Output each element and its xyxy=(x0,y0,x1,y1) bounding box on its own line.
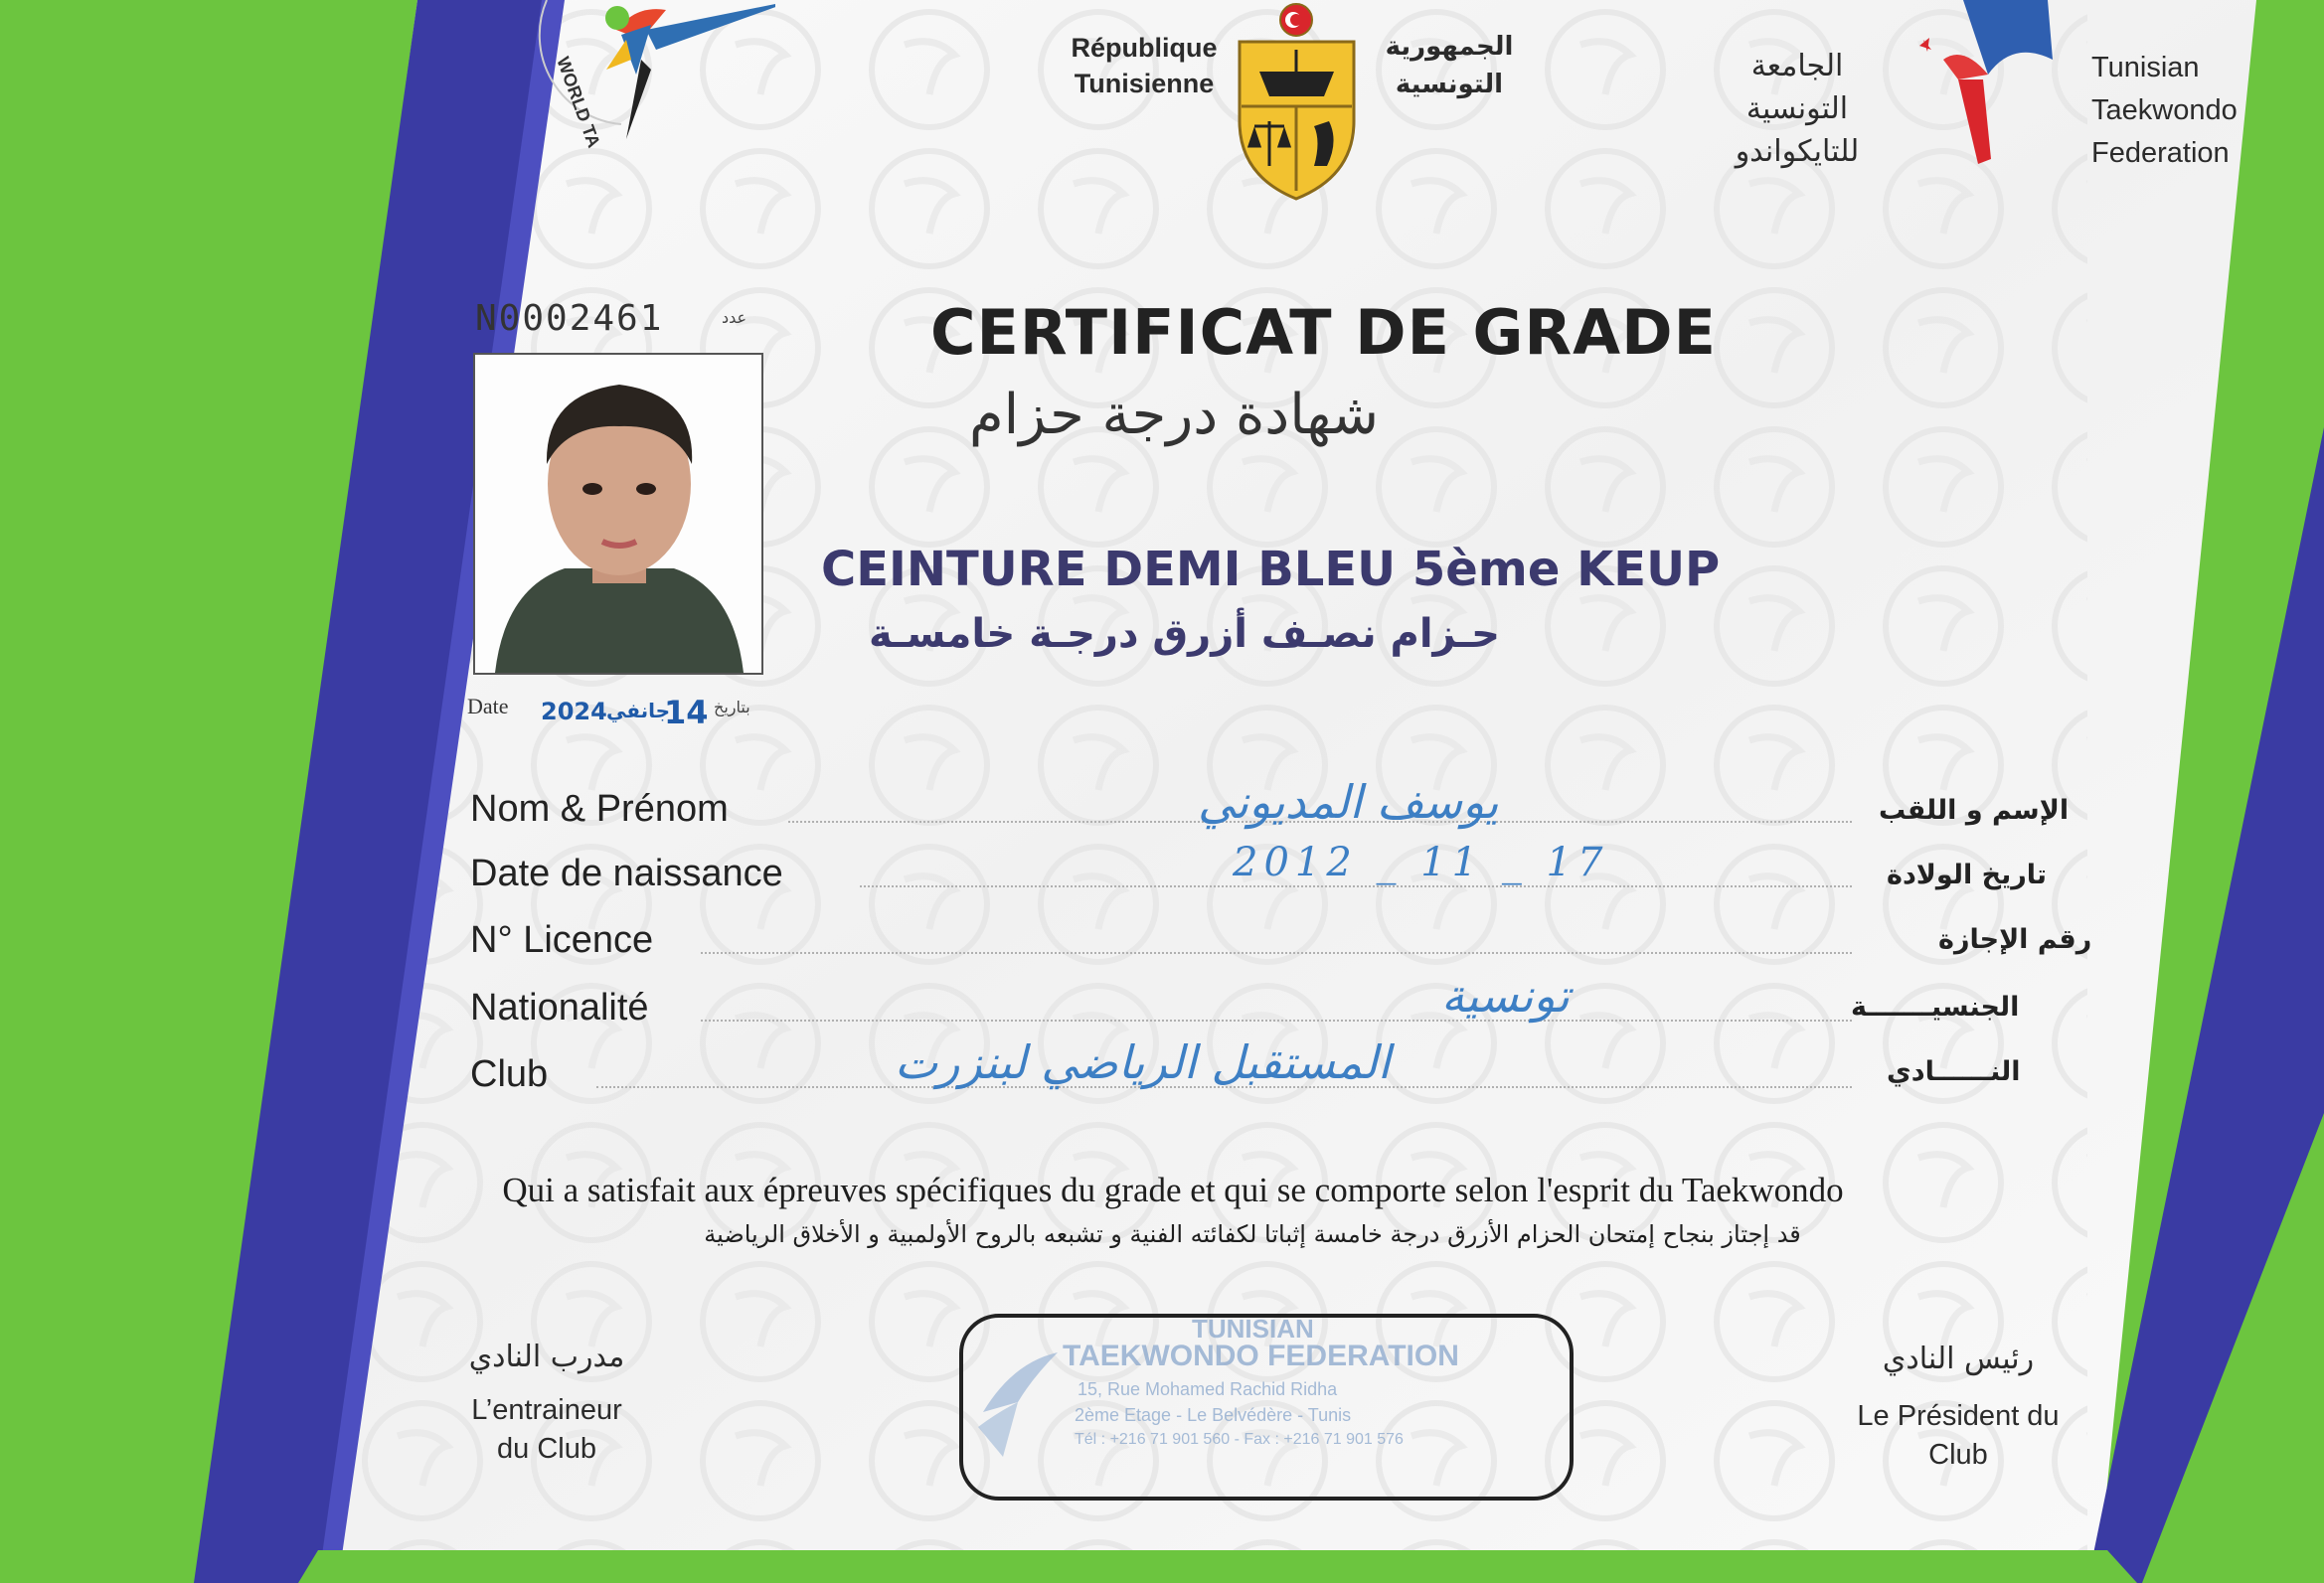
trainer-title-ar: مدرب النادي xyxy=(468,1340,625,1374)
stamp-logo-icon xyxy=(973,1343,1063,1462)
stamp-line5: Tél : +216 71 901 560 - Fax : +216 71 901 576 xyxy=(1075,1431,1404,1448)
field-label-fr: N° Licence xyxy=(470,919,654,961)
federation-stamp-box xyxy=(959,1314,1574,1501)
field-value: يوسف المديوني xyxy=(1198,775,1499,829)
field-label-fr: Club xyxy=(470,1053,549,1095)
belt-grade-ar: حـزام نصـف أزرق درجـة خامسـة xyxy=(869,611,1500,657)
republic-ar-line2: التونسية xyxy=(1395,70,1504,99)
republic-ar-line1: الجمهورية xyxy=(1385,32,1514,62)
date-label-fr: Date xyxy=(467,694,509,718)
federation-ar-line2: التونسية xyxy=(1745,91,1849,126)
field-label-ar: الجنسيـــــــة xyxy=(1851,992,2020,1023)
serial-label-ar: عدد xyxy=(722,308,747,327)
statement-fr: Qui a satisfait aux épreuves spécifiques du grade et qui se comporte selon l'esprit du Taekwondo xyxy=(502,1171,1844,1209)
serial-number: N0002461 xyxy=(475,298,664,339)
field-label-ar: رقم الإجازة xyxy=(1938,924,2092,955)
federation-en-line1: Tunisian xyxy=(2091,52,2200,83)
trainer-fr-line2: du Club xyxy=(497,1433,596,1465)
republic-name-fr xyxy=(1050,30,1239,101)
tunisia-coat-of-arms-icon xyxy=(1230,2,1364,201)
statement-ar: قد إجتاز بنجاح إمتحان الحزام الأزرق درجة خامسة إثباتا لكفائته الفنية و تشبعه بالروح الأولمبية و الأخلاق الرياضية xyxy=(704,1220,1801,1248)
field-label-ar: النــــــادي xyxy=(1887,1056,2021,1087)
republic-fr-line1: République xyxy=(1071,33,1218,63)
federation-en-line3: Federation xyxy=(2091,137,2230,169)
date-year: 2024 xyxy=(541,698,607,725)
federation-name-en xyxy=(2091,47,2238,175)
field-label-fr: Nom & Prénom xyxy=(470,788,729,830)
field-value: 2012 _ 11 _ 17 xyxy=(1233,840,1609,885)
president-fr-line1: Le Président du xyxy=(1857,1400,2060,1432)
date-month: جانفي xyxy=(606,699,671,722)
president-fr-line2: Club xyxy=(1928,1439,1988,1471)
field-label-fr: Date de naissance xyxy=(470,853,783,894)
president-title-fr xyxy=(1819,1397,2097,1475)
field-dotted-line xyxy=(701,952,1852,954)
stamp-line2: TAEKWONDO FEDERATION xyxy=(1063,1340,1459,1372)
stamp-line4: 2ème Etage - Le Belvédère - Tunis xyxy=(1075,1405,1352,1425)
field-value: المستقبل الرياضي لبنزرت xyxy=(895,1035,1391,1089)
field-dotted-line xyxy=(701,1020,1852,1022)
wt-badge-text: WORLD TA xyxy=(553,54,604,149)
federation-en-line2: Taekwondo xyxy=(2091,94,2238,126)
republic-fr-line2: Tunisienne xyxy=(1074,69,1215,98)
world-taekwondo-logo xyxy=(527,0,775,149)
republic-name-ar xyxy=(1370,28,1529,103)
trainer-fr-line1: L’entraineur xyxy=(471,1394,622,1426)
certificate-title-ar: شهادة درجة حزام xyxy=(969,383,1380,447)
field-label-fr: Nationalité xyxy=(470,987,649,1029)
student-photo xyxy=(473,353,763,675)
date-label-ar: بتاريخ xyxy=(714,698,750,716)
field-label-ar: تاريخ الولادة xyxy=(1887,860,2048,890)
trainer-title-fr xyxy=(408,1391,686,1469)
stamp-line3: 15, Rue Mohamed Rachid Ridha xyxy=(1078,1379,1338,1399)
certificate-title-fr: CERTIFICAT DE GRADE xyxy=(930,296,1717,369)
field-label-ar: الإسم و اللقب xyxy=(1879,795,2070,826)
federation-ar-line3: للتايكواندو xyxy=(1735,134,1860,169)
belt-grade-fr: CEINTURE DEMI BLEU 5ème KEUP xyxy=(821,542,1721,597)
field-value: تونسية xyxy=(1441,969,1570,1023)
tunisian-taekwondo-federation-logo xyxy=(1904,0,2063,169)
date-day: 14 xyxy=(664,694,709,731)
federation-name-ar xyxy=(1708,45,1887,173)
federation-ar-line1: الجامعة xyxy=(1750,49,1844,83)
stamp-line1: TUNISIAN xyxy=(1192,1314,1314,1344)
field-dotted-line xyxy=(860,885,1852,887)
president-title-ar: رئيس النادي xyxy=(1882,1342,2035,1376)
